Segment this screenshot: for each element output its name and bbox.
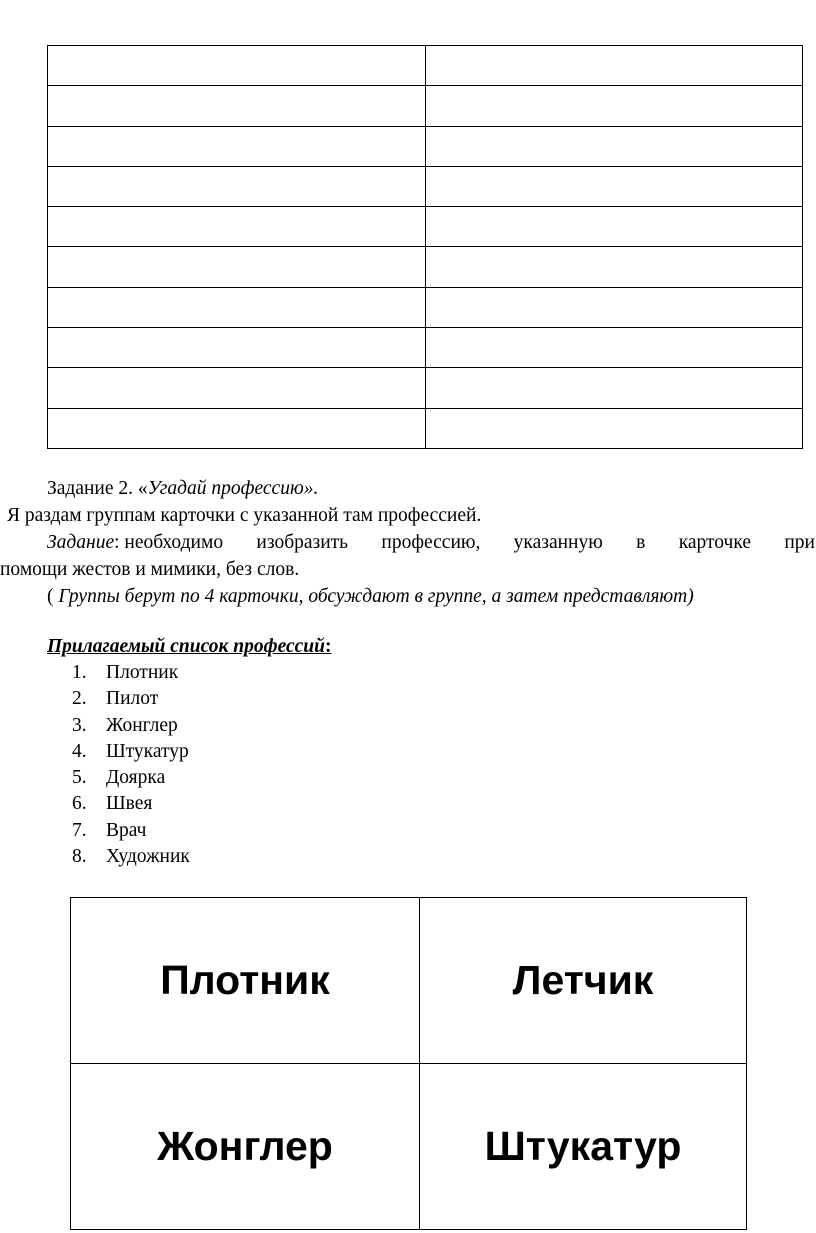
empty-table-cell: [48, 126, 426, 166]
empty-table-row: [48, 408, 803, 448]
task-description-word: при: [784, 532, 815, 553]
task-description-word: Задание: необходимо: [47, 532, 224, 553]
empty-table-cell: [426, 46, 803, 86]
empty-table-cell: [426, 287, 803, 327]
empty-table-cell: [426, 368, 803, 408]
task-description-label: Задание: [47, 532, 115, 553]
task-description-word: профессию,: [381, 532, 481, 553]
profession-card: Жонглер: [71, 1064, 420, 1230]
empty-table-cell: [426, 126, 803, 166]
empty-table-cell: [426, 408, 803, 448]
task-description-word: изобразить: [256, 532, 349, 553]
empty-answer-table: [47, 45, 803, 449]
empty-table-cell: [48, 166, 426, 206]
empty-table-cell: [48, 287, 426, 327]
empty-table-cell: [426, 247, 803, 287]
empty-table-row: [48, 86, 803, 126]
empty-table-row: [48, 368, 803, 408]
empty-table-row: [48, 166, 803, 206]
profession-list-heading-colon: :: [324, 636, 332, 657]
list-item-number: 5.: [72, 767, 87, 789]
empty-table-cell: [48, 207, 426, 247]
empty-table-cell: [426, 207, 803, 247]
list-item-text: Художник: [106, 846, 190, 868]
profession-list-item: [72, 844, 190, 870]
empty-table-cell: [48, 46, 426, 86]
list-item-number: 4.: [72, 740, 87, 762]
profession-card: Штукатур: [420, 1064, 747, 1230]
task-description-line2: помощи жестов и мимики, без слов.: [0, 559, 300, 580]
list-item-text: Жонглер: [106, 714, 178, 736]
empty-table-row: [48, 46, 803, 86]
task-description-word: карточке: [678, 532, 752, 553]
task-title: [47, 477, 318, 501]
empty-table-cell: [426, 328, 803, 368]
empty-table-cell: [426, 166, 803, 206]
task-intro: Я раздам группам карточки с указанной там профессией.: [7, 505, 482, 526]
empty-table-row: [48, 207, 803, 247]
profession-list-heading: [47, 635, 331, 659]
profession-list-item: [72, 686, 190, 712]
profession-card: Летчик: [420, 898, 747, 1064]
empty-table-cell: [48, 86, 426, 126]
task-description-word: в: [636, 532, 646, 553]
task-description-word: указанную: [513, 532, 603, 553]
card-row: [71, 1064, 747, 1230]
task-note-text: Группы берут по 4 карточки, обсуждают в группе, а затем представляют): [58, 586, 694, 607]
profession-list: [72, 660, 190, 870]
list-item-number: 8.: [72, 846, 87, 868]
empty-table-row: [48, 126, 803, 166]
task-note: [47, 585, 694, 609]
profession-list-heading-text: Прилагаемый список профессий: [47, 636, 325, 657]
list-item-number: 2.: [72, 688, 87, 710]
task-title-name: Угадай профессию».: [147, 478, 319, 499]
list-item-number: 3.: [72, 714, 87, 736]
profession-card: Плотник: [71, 898, 420, 1064]
empty-table-row: [48, 287, 803, 327]
profession-list-item: [72, 739, 190, 765]
card-row: [71, 898, 747, 1064]
empty-table-cell: [48, 408, 426, 448]
empty-table-row: [48, 328, 803, 368]
list-item-number: 6.: [72, 793, 87, 815]
profession-list-item: [72, 765, 190, 791]
list-item-text: Плотник: [106, 662, 179, 683]
profession-list-item: [72, 660, 190, 686]
list-item-text: Штукатур: [106, 740, 189, 762]
empty-table-row: [48, 247, 803, 287]
empty-table-cell: [426, 86, 803, 126]
profession-cards-table: [70, 897, 747, 1230]
list-item-text: Пилот: [106, 688, 159, 710]
list-item-text: Доярка: [106, 767, 166, 789]
profession-list-item: [72, 791, 190, 817]
task-description-line1: [47, 531, 815, 555]
list-item-number: 7.: [72, 819, 87, 841]
profession-list-item: [72, 713, 190, 739]
list-item-text: Швея: [106, 793, 153, 815]
empty-table-cell: [48, 368, 426, 408]
task-title-prefix: Задание 2. «: [47, 478, 148, 499]
task-note-open: (: [47, 586, 59, 607]
profession-list-item: [72, 818, 190, 844]
list-item-text: Врач: [106, 819, 147, 841]
empty-table-cell: [48, 247, 426, 287]
list-item-number: 1.: [72, 662, 87, 683]
empty-table-cell: [48, 328, 426, 368]
